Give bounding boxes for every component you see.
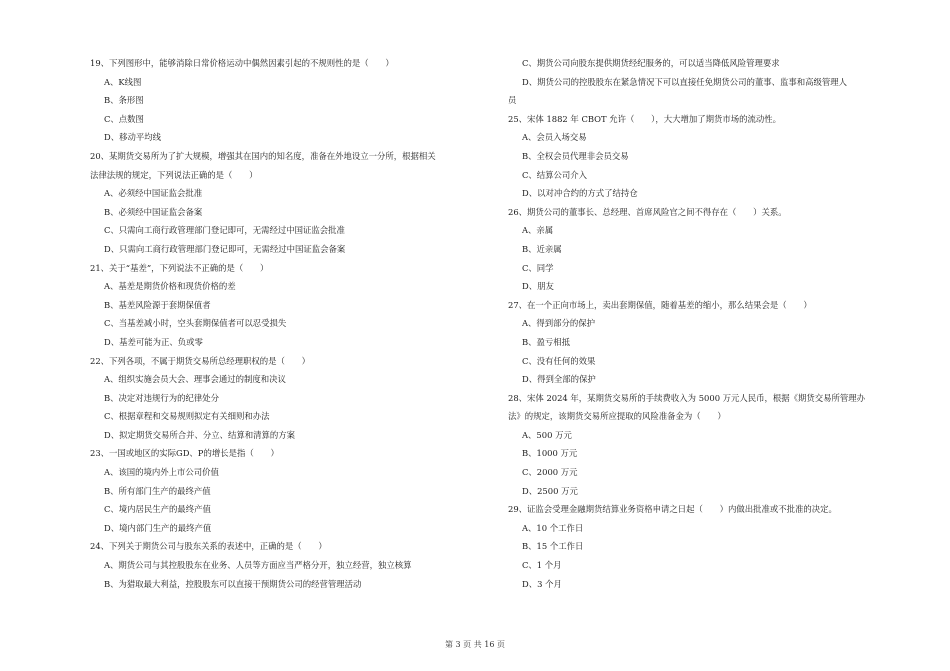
answer-option: B、盈亏相抵 bbox=[522, 336, 571, 347]
answer-option: C、点数图 bbox=[104, 113, 144, 124]
question-text: 26、期货公司的董事长、总经理、首席风险官之间不得存在（ ）关系。 bbox=[508, 206, 787, 217]
answer-option: B、必须经中国证监会备案 bbox=[104, 206, 203, 217]
answer-option: C、没有任何的效果 bbox=[522, 355, 596, 366]
answer-option: A、K线图 bbox=[104, 76, 142, 87]
answer-option: D、得到全部的保护 bbox=[522, 374, 596, 385]
answer-option: D、3 个月 bbox=[522, 578, 562, 589]
answer-option: A、会员入场交易 bbox=[522, 132, 587, 143]
question-text-continued: 法》的规定，该期货交易所应提取的风险准备金为（ ） bbox=[508, 411, 726, 422]
answer-option: B、所有部门生产的最终产值 bbox=[104, 485, 211, 496]
answer-option: A、基差是期货价格和现货价格的差 bbox=[104, 281, 236, 292]
answer-option: D、基差可能为正、负或零 bbox=[104, 336, 203, 347]
question-text: 25、宋体 1882 年 CBOT 允许（ ），大大增加了期货市场的流动性。 bbox=[508, 113, 781, 124]
answer-option: C、境内居民生产的最终产值 bbox=[104, 504, 211, 515]
left-column bbox=[90, 54, 500, 593]
answer-option: C、同学 bbox=[522, 262, 554, 273]
answer-option: A、亲属 bbox=[522, 225, 554, 236]
answer-option: B、近亲属 bbox=[522, 243, 562, 254]
answer-option: C、根据章程和交易规则拟定有关细则和办法 bbox=[104, 411, 270, 422]
answer-option: D、期货公司的控股股东在紧急情况下可以直接任免期货公司的董事、监事和高级管理人 bbox=[522, 76, 847, 87]
answer-option: D、移动平均线 bbox=[104, 132, 161, 143]
answer-option: B、全权会员代理非会员交易 bbox=[522, 150, 629, 161]
answer-option: A、500 万元 bbox=[522, 429, 572, 440]
answer-option: A、10 个工作日 bbox=[522, 522, 584, 533]
answer-option: B、基差风险源于套期保值者 bbox=[104, 299, 211, 310]
answer-option: C、1 个月 bbox=[522, 560, 562, 571]
question-text: 22、下列各项，不属于期货交易所总经理职权的是（ ） bbox=[90, 355, 311, 366]
answer-option: C、2000 万元 bbox=[522, 467, 578, 478]
answer-option: D、以对冲合约的方式了结持仓 bbox=[522, 188, 638, 199]
answer-option: A、必须经中国证监会批准 bbox=[104, 188, 203, 199]
answer-option: B、条形图 bbox=[104, 95, 144, 106]
answer-option: A、期货公司与其控股股东在业务、人员等方面应当严格分开，独立经营，独立核算 bbox=[104, 560, 412, 571]
right-column bbox=[508, 54, 918, 593]
answer-option: C、期货公司向股东提供期货经纪服务的，可以适当降低风险管理要求 bbox=[522, 58, 780, 68]
answer-option: A、组织实施会员大会、理事会通过的制度和决议 bbox=[104, 374, 286, 385]
page-footer: 第 3 页 共 16 页 bbox=[445, 640, 505, 649]
question-text: 24、下列关于期货公司与股东关系的表述中，正确的是（ ） bbox=[90, 541, 327, 552]
question-text: 20、某期货交易所为了扩大规模，增强其在国内的知名度，准备在外地设立一分所，根据相关 bbox=[90, 150, 436, 161]
answer-option: B、为猎取最大利益，控股股东可以直接干预期货公司的经营管理活动 bbox=[104, 578, 362, 589]
question-text-continued: 法律法规的规定，下列说法正确的是（ ） bbox=[90, 169, 258, 180]
answer-option: D、境内部门生产的最终产值 bbox=[104, 522, 212, 533]
question-text: 27、在一个正向市场上，卖出套期保值，随着基差的缩小，那么结果会是（ ） bbox=[508, 299, 812, 310]
question-text: 23、一国或地区的实际GD、P的增长是指（ ） bbox=[90, 448, 279, 459]
answer-option: D、2500 万元 bbox=[522, 485, 578, 496]
question-text: 28、宋体 2024 年，某期货交易所的手续费收入为 5000 万元人民币，根据《期货交易所管理办 bbox=[508, 392, 866, 403]
question-text-continued: 员 bbox=[508, 95, 517, 106]
answer-option: C、只需向工商行政管理部门登记即可，无需经过中国证监会批准 bbox=[104, 225, 345, 236]
answer-option: B、决定对违规行为的纪律处分 bbox=[104, 392, 220, 403]
question-text: 21、关于“基差”，下列说法不正确的是（ ） bbox=[90, 262, 269, 273]
answer-option: D、拟定期货交易所合并、分立、结算和清算的方案 bbox=[104, 429, 295, 440]
answer-option: A、该国的境内外上市公司价值 bbox=[104, 467, 219, 478]
question-text: 29、证监会受理金融期货结算业务资格申请之日起（ ）内做出批准或不批准的决定。 bbox=[508, 504, 837, 515]
answer-option: B、15 个工作日 bbox=[522, 541, 584, 552]
question-text: 19、下列图形中，能够消除日常价格运动中偶然因素引起的不规则性的是（ ） bbox=[90, 58, 394, 68]
answer-option: D、朋友 bbox=[522, 281, 554, 292]
answer-option: B、1000 万元 bbox=[522, 448, 578, 459]
answer-option: C、结算公司介入 bbox=[522, 169, 588, 180]
answer-option: D、只需向工商行政管理部门登记即可，无需经过中国证监会备案 bbox=[104, 243, 346, 254]
answer-option: C、当基差减小时，空头套期保值者可以忍受损失 bbox=[104, 318, 287, 329]
answer-option: A、得到部分的保护 bbox=[522, 318, 596, 329]
